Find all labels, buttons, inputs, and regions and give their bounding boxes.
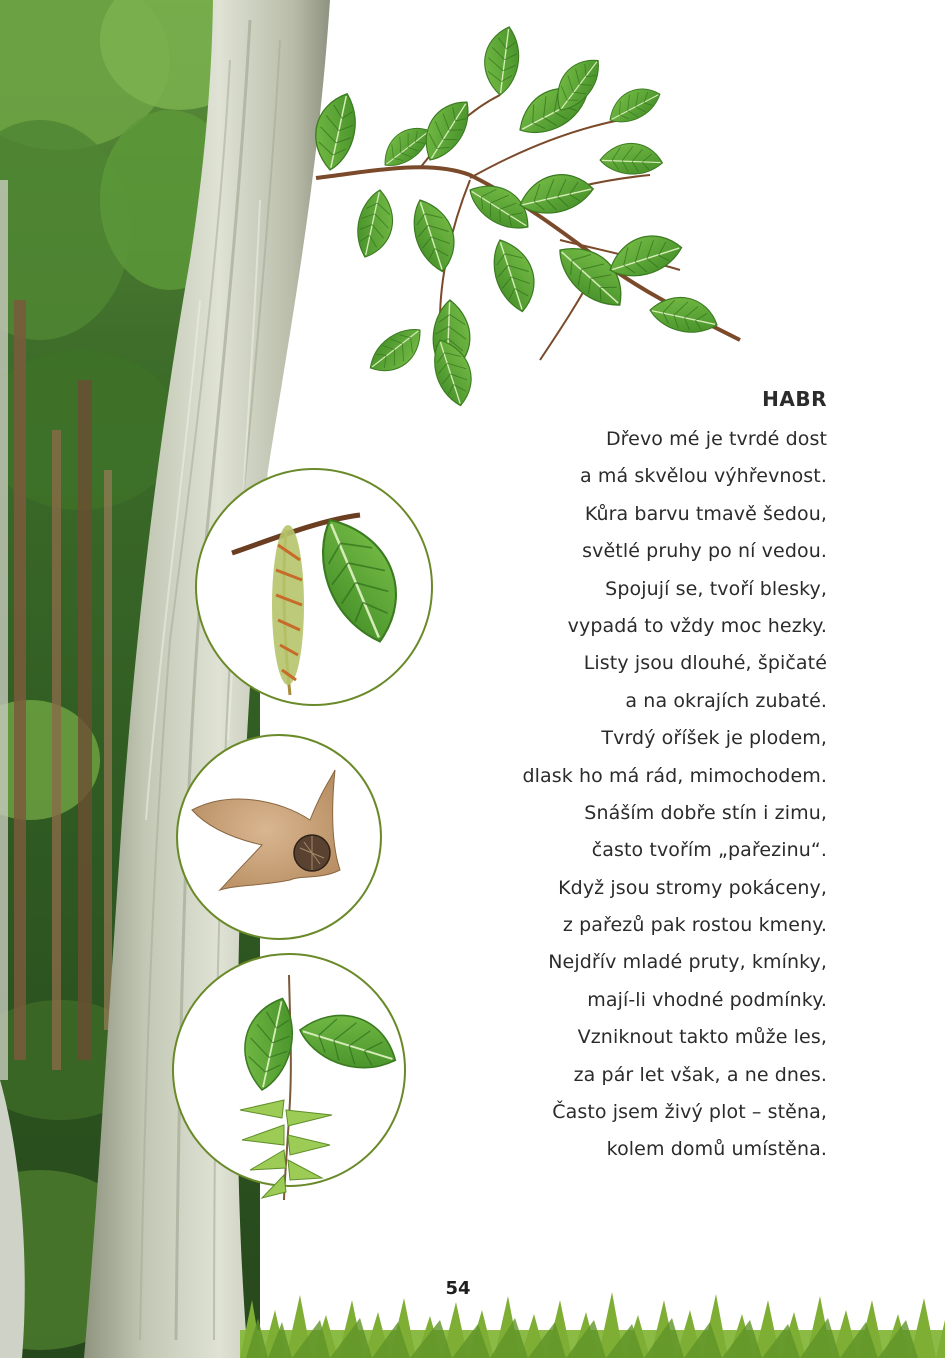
poem-line: Listy jsou dlouhé, špičaté [583,652,827,675]
poem-line: za pár let však, a ne dnes. [573,1063,827,1086]
poem-line: z pařezů pak rostou kmeny. [562,914,827,937]
poem-line: Nejdřív mladé pruty, kmínky, [548,951,827,974]
poem-title: HABR [762,387,827,411]
poem-line: dlask ho má rád, mimochodem. [522,764,827,787]
poem-line: světlé pruhy po ní vedou. [582,540,827,563]
grass-strip [240,1292,945,1358]
poem-line: a má skvělou výhřevnost. [579,465,827,488]
poem [367,383,827,1169]
poem-line: Kůra barvu tmavě šedou, [584,502,827,525]
nut-with-bract-circle [177,735,381,939]
poem-line: Když jsou stromy pokáceny, [558,876,827,899]
poem-line: Spojují se, tvoří blesky, [605,577,827,600]
poem-line: a na okrajích zubaté. [625,689,827,712]
poem-line: kolem domů umístěna. [606,1138,827,1161]
poem-line: Vzniknout takto může les, [577,1026,827,1049]
poem-line: Snáším dobře stín i zimu, [584,801,827,824]
page-number: 54 [445,1278,471,1299]
poem-line: vypadá to vždy moc hezky. [567,614,827,637]
poem-line: Tvrdý oříšek je plodem, [601,727,827,750]
poem-line: mají-li vhodné podmínky. [587,988,827,1011]
hornbeam-branch-with-leaves [304,23,740,409]
poem-line: Dřevo mé je tvrdé dost [605,428,827,450]
poem-line: často tvořím „pařezinu“. [591,839,827,862]
poem-line: Často jsem živý plot – stěna, [552,1101,827,1124]
